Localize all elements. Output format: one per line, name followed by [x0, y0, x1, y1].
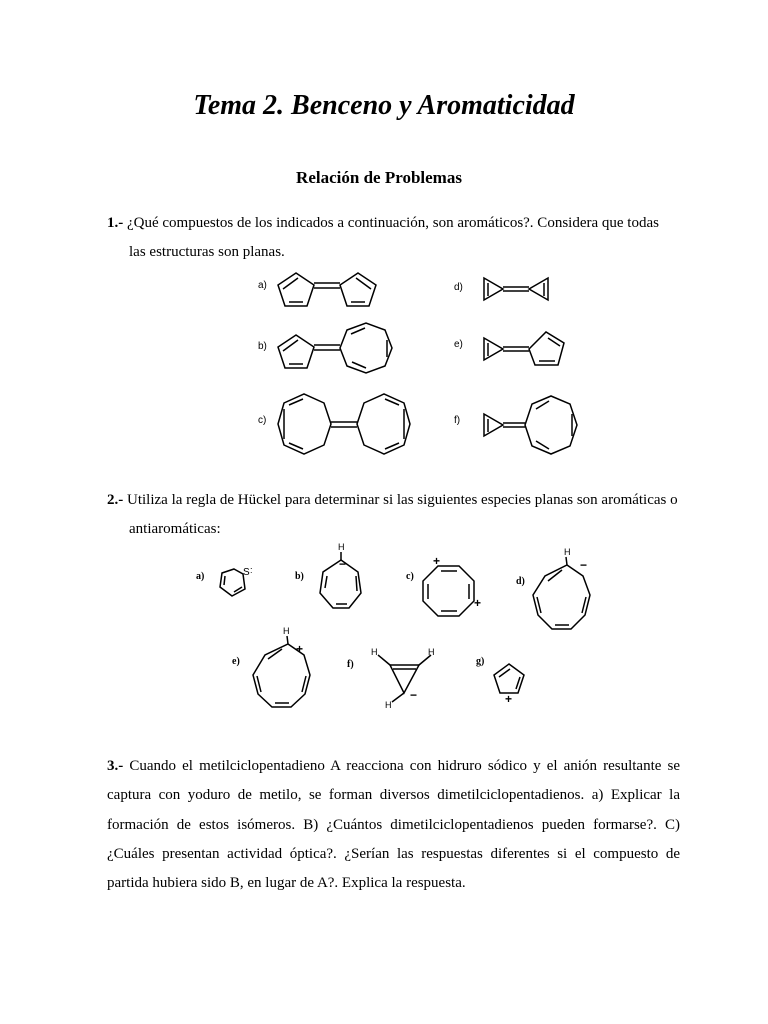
p1-label-e: e)	[454, 339, 463, 350]
problem-2-number: 2.-	[107, 492, 124, 508]
p1-label-f: f)	[454, 415, 461, 426]
p1-label-b: b)	[258, 341, 267, 352]
structure-2c	[423, 566, 474, 616]
p2f-minus-charge: −	[410, 688, 418, 702]
p2c-plus-charge-bottom: +	[474, 596, 482, 610]
problem-2-text-line-2: antiaromáticas:	[129, 521, 221, 537]
structure-2g	[494, 664, 524, 693]
p2e-plus-charge: +	[296, 642, 304, 656]
p2-label-d: d)	[516, 576, 525, 587]
document-subtitle: Relación de Problemas	[296, 168, 462, 187]
p2-label-f: f)	[347, 659, 354, 670]
p1-label-c: c)	[258, 415, 267, 426]
problem-1-text-line-2: las estructuras son planas.	[129, 244, 285, 260]
p2e-hydrogen-label: H	[283, 626, 290, 636]
p2b-hydrogen-label: H	[338, 542, 345, 552]
document-title: Tema 2. Benceno y Aromaticidad	[193, 90, 575, 121]
structure-2a-thiophene	[220, 565, 253, 596]
p2-label-e: e)	[232, 656, 240, 667]
problem-3-text: Cuando el metilciclopentadieno A reacciona con hidruro sódico y el anión resultante se captura con yoduro de metilo, se forman diversos dimetilciclopentadienos. a) Explicar la formación de estos isómeros. B) ¿Cuántos dimetilciclopentadienos pueden formarse?. C) ¿Cuáles presentan actividad óptica?. ¿Serían las respuestas diferentes si el compuesto de partida hubiera sido B, en lugar de A?. Explica la respuesta.	[107, 758, 680, 892]
problem-3-number: 3.-	[107, 758, 124, 774]
thiophene-sulfur-label: S	[243, 567, 250, 578]
p2f-hydrogen-bottom: H	[385, 700, 392, 710]
p1-label-a: a)	[258, 280, 267, 291]
structure-2e	[253, 636, 310, 707]
structure-2f	[378, 655, 431, 702]
p2g-plus-charge: +	[505, 692, 513, 706]
p2f-hydrogen-left: H	[371, 647, 378, 657]
svg-text::: :	[250, 565, 253, 575]
problem-2-text-line-1: Utiliza la regla de Hückel para determinar si las siguientes especies planas son aromáticas o	[127, 492, 678, 508]
p2-label-b: b)	[295, 571, 304, 582]
p2-label-g: g)	[476, 656, 485, 667]
p2-label-c: c)	[406, 571, 414, 582]
p2d-hydrogen-label: H	[564, 547, 571, 557]
problem-3-paragraph	[107, 752, 680, 898]
p1-label-d: d)	[454, 282, 463, 293]
structure-2d	[533, 557, 590, 629]
p2b-minus-charge: −	[339, 557, 347, 571]
structure-2b	[320, 552, 361, 608]
p2-label-a: a)	[196, 571, 205, 582]
p2f-hydrogen-right: H	[428, 647, 435, 657]
problem-1-text-line-1: ¿Qué compuestos de los indicados a continuación, son aromáticos?. Considera que todas	[127, 215, 659, 231]
p2d-minus-charge: −	[580, 558, 588, 572]
p2c-plus-charge-top: +	[433, 554, 441, 568]
problem-1-number: 1.-	[107, 215, 124, 231]
